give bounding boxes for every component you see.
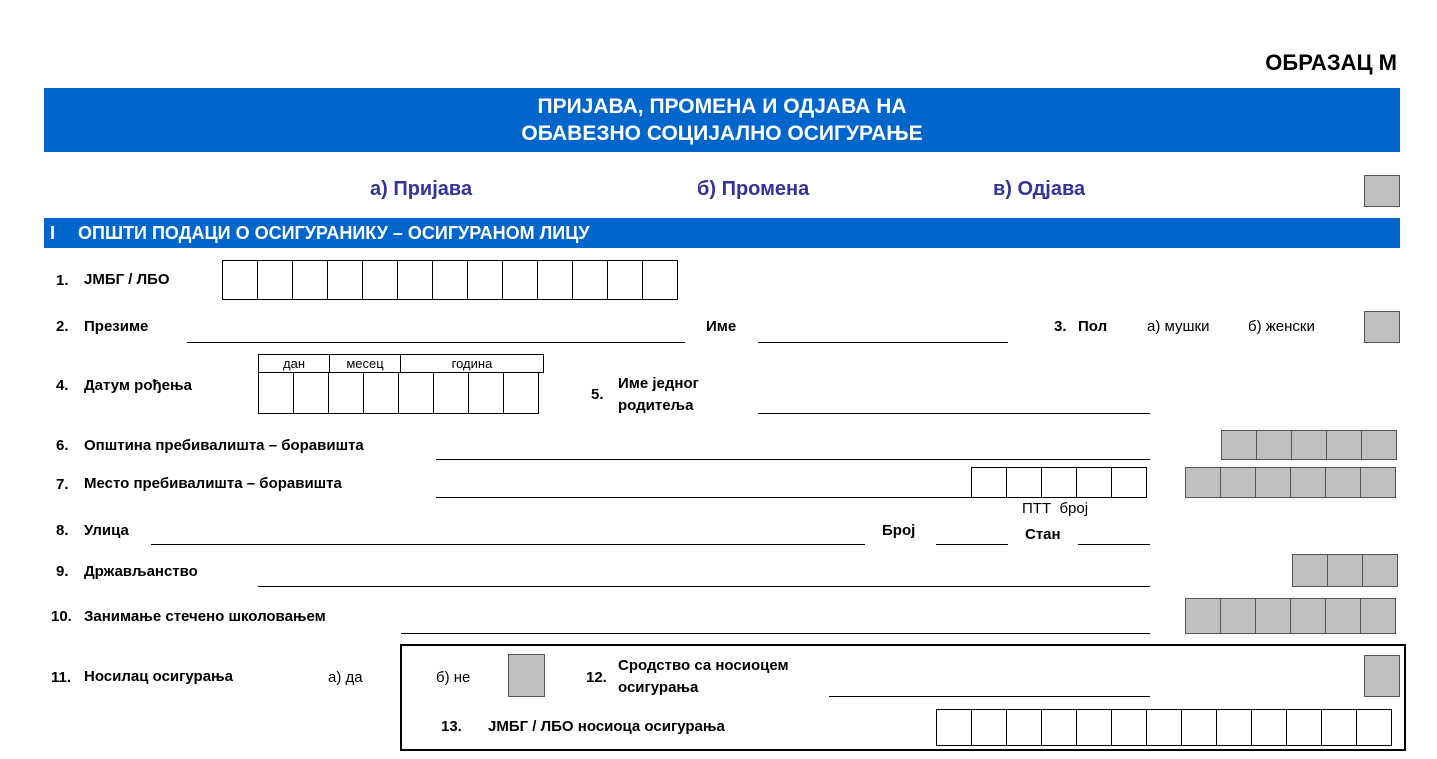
sex-option-male[interactable]: а) мушки: [1147, 318, 1210, 335]
holder-option-no[interactable]: б) не: [436, 669, 471, 686]
field-6-label: Општина пребивалишта – боравишта: [84, 437, 364, 454]
holder-jmbg-cell[interactable]: [1321, 709, 1357, 746]
holder-code-box[interactable]: [508, 654, 545, 697]
surname-input[interactable]: [187, 342, 685, 343]
section-1-title: ОПШТИ ПОДАЦИ О ОСИГУРАНИКУ – ОСИГУРАНОМ ЛИЦУ: [78, 223, 590, 243]
postal-code-cell[interactable]: [1076, 467, 1112, 498]
field-5-label-line2: родитеља: [618, 397, 694, 414]
code-cell[interactable]: [1291, 430, 1327, 460]
code-cell[interactable]: [1360, 598, 1396, 634]
code-cell[interactable]: [1327, 554, 1363, 587]
relationship-input[interactable]: [829, 696, 1150, 697]
street-input[interactable]: [151, 544, 865, 545]
holder-jmbg-cell[interactable]: [1251, 709, 1287, 746]
sex-option-female[interactable]: б) женски: [1248, 318, 1315, 335]
postal-code-label: ПТТ број: [1022, 500, 1089, 517]
code-cell[interactable]: [1325, 598, 1361, 634]
place-code-boxes[interactable]: [1186, 467, 1396, 498]
holder-jmbg-cell[interactable]: [1286, 709, 1322, 746]
holder-jmbg-cell[interactable]: [1146, 709, 1182, 746]
code-cell[interactable]: [1362, 554, 1398, 587]
code-cell[interactable]: [1220, 467, 1256, 498]
field-9-number: 9.: [56, 563, 69, 580]
birth-month-header: месец: [329, 354, 401, 373]
form-title-line2: ОБАВЕЗНО СОЦИЈАЛНО ОСИГУРАЊЕ: [521, 122, 923, 145]
field-13-number: 13.: [441, 718, 462, 735]
holder-jmbg-cell[interactable]: [1111, 709, 1147, 746]
postal-code-cell[interactable]: [971, 467, 1007, 498]
jmbg-cell[interactable]: [572, 260, 608, 300]
field-1-number: 1.: [56, 272, 69, 289]
jmbg-cell[interactable]: [607, 260, 643, 300]
option-change[interactable]: б) Промена: [697, 178, 810, 200]
place-input[interactable]: [436, 497, 972, 498]
option-deregistration[interactable]: в) Одјава: [993, 178, 1086, 200]
relationship-code-box[interactable]: [1364, 655, 1400, 697]
birth-year-header: година: [400, 354, 544, 373]
holder-jmbg-cell[interactable]: [1181, 709, 1217, 746]
field-10-label: Занимање стечено школовањем: [84, 608, 326, 625]
field-3-number: 3.: [1054, 318, 1067, 335]
field-5-label-line1: Име једног: [618, 375, 699, 392]
apartment-input[interactable]: [1078, 544, 1150, 545]
field-5-number: 5.: [591, 386, 604, 403]
section-1-number: I: [50, 223, 56, 243]
holder-jmbg-cell[interactable]: [1076, 709, 1112, 746]
form-title-line1: ПРИЈАВА, ПРОМЕНА И ОДЈАВА НА: [537, 95, 907, 118]
field-2-label: Презиме: [84, 318, 149, 335]
code-cell[interactable]: [1292, 554, 1328, 587]
form-code: ОБРАЗАЦ М: [1265, 50, 1397, 75]
holder-jmbg-cell[interactable]: [1006, 709, 1042, 746]
birth-date-cell[interactable]: [398, 372, 434, 414]
field-9-label: Држављанство: [84, 563, 198, 580]
house-number-input[interactable]: [936, 544, 1008, 545]
jmbg-cell[interactable]: [642, 260, 678, 300]
jmbg-cell[interactable]: [467, 260, 503, 300]
code-cell[interactable]: [1325, 467, 1361, 498]
birth-day-header: дан: [258, 354, 330, 373]
holder-jmbg-cell[interactable]: [1041, 709, 1077, 746]
first-name-input[interactable]: [758, 342, 1008, 343]
field-10-number: 10.: [51, 608, 72, 625]
birth-date-cell[interactable]: [363, 372, 399, 414]
jmbg-cell[interactable]: [432, 260, 468, 300]
field-13-label: ЈМБГ / ЛБО носиоца осигурања: [488, 718, 725, 735]
field-4-label: Датум рођења: [84, 377, 192, 394]
code-cell[interactable]: [1221, 430, 1257, 460]
option-registration[interactable]: а) Пријава: [370, 178, 473, 200]
postal-code-cell[interactable]: [1111, 467, 1147, 498]
field-8-label: Улица: [84, 522, 129, 539]
house-number-label: Број: [882, 522, 916, 539]
citizenship-code-boxes[interactable]: [1293, 554, 1398, 587]
code-cell[interactable]: [1290, 598, 1326, 634]
apartment-label: Стан: [1025, 526, 1061, 543]
jmbg-cell[interactable]: [222, 260, 258, 300]
field-12-number: 12.: [586, 669, 607, 686]
occupation-input[interactable]: [401, 633, 1150, 634]
field-2-number: 2.: [56, 318, 69, 335]
jmbg-cell[interactable]: [292, 260, 328, 300]
jmbg-cell[interactable]: [397, 260, 433, 300]
municipality-input[interactable]: [436, 459, 1150, 460]
municipality-code-boxes[interactable]: [1222, 430, 1397, 460]
holder-option-yes[interactable]: а) да: [328, 669, 363, 686]
citizenship-input[interactable]: [258, 586, 1150, 587]
field-6-number: 6.: [56, 437, 69, 454]
birth-date-cell[interactable]: [433, 372, 469, 414]
form-type-code-box[interactable]: [1364, 175, 1400, 207]
holder-jmbg-cell[interactable]: [1356, 709, 1392, 746]
form-title-banner: [44, 88, 1400, 152]
code-cell[interactable]: [1255, 467, 1291, 498]
postal-code-cells[interactable]: [972, 467, 1147, 498]
postal-code-cell[interactable]: [1041, 467, 1077, 498]
field-12-label-line2: осигурања: [618, 679, 699, 696]
code-cell[interactable]: [1255, 598, 1291, 634]
code-cell[interactable]: [1290, 467, 1326, 498]
holder-jmbg-cell[interactable]: [936, 709, 972, 746]
holder-jmbg-cells[interactable]: [937, 709, 1392, 746]
field-12-label-line1: Сродство са носиоцем: [618, 657, 789, 674]
sex-code-box[interactable]: [1364, 311, 1400, 343]
field-1-label: ЈМБГ / ЛБО: [84, 271, 170, 288]
section-1-header: [44, 218, 1400, 248]
jmbg-cell[interactable]: [502, 260, 538, 300]
field-3-label: Пол: [1078, 318, 1108, 335]
field-4-number: 4.: [56, 377, 69, 394]
field-7-label: Место пребивалишта – боравишта: [84, 475, 342, 492]
jmbg-cell[interactable]: [257, 260, 293, 300]
first-name-label: Име: [706, 318, 737, 335]
jmbg-input-cells[interactable]: [223, 260, 678, 300]
birth-date-cell[interactable]: [503, 372, 539, 414]
code-cell[interactable]: [1256, 430, 1292, 460]
birth-date-cell[interactable]: [293, 372, 329, 414]
code-cell[interactable]: [1326, 430, 1362, 460]
code-cell[interactable]: [1361, 430, 1397, 460]
holder-jmbg-cell[interactable]: [1216, 709, 1252, 746]
occupation-code-boxes[interactable]: [1186, 598, 1396, 634]
code-cell[interactable]: [1185, 467, 1221, 498]
jmbg-cell[interactable]: [362, 260, 398, 300]
birth-date-cell[interactable]: [258, 372, 294, 414]
jmbg-cell[interactable]: [537, 260, 573, 300]
code-cell[interactable]: [1220, 598, 1256, 634]
postal-code-cell[interactable]: [1006, 467, 1042, 498]
code-cell[interactable]: [1185, 598, 1221, 634]
jmbg-cell[interactable]: [327, 260, 363, 300]
field-7-number: 7.: [56, 476, 69, 493]
birth-date-cell[interactable]: [328, 372, 364, 414]
field-11-label: Носилац осигурања: [84, 668, 233, 685]
code-cell[interactable]: [1360, 467, 1396, 498]
parent-name-input[interactable]: [758, 413, 1150, 414]
field-8-number: 8.: [56, 522, 69, 539]
birth-date-input[interactable]: [258, 354, 544, 414]
field-11-number: 11.: [51, 669, 72, 686]
holder-jmbg-cell[interactable]: [971, 709, 1007, 746]
birth-date-cell[interactable]: [468, 372, 504, 414]
